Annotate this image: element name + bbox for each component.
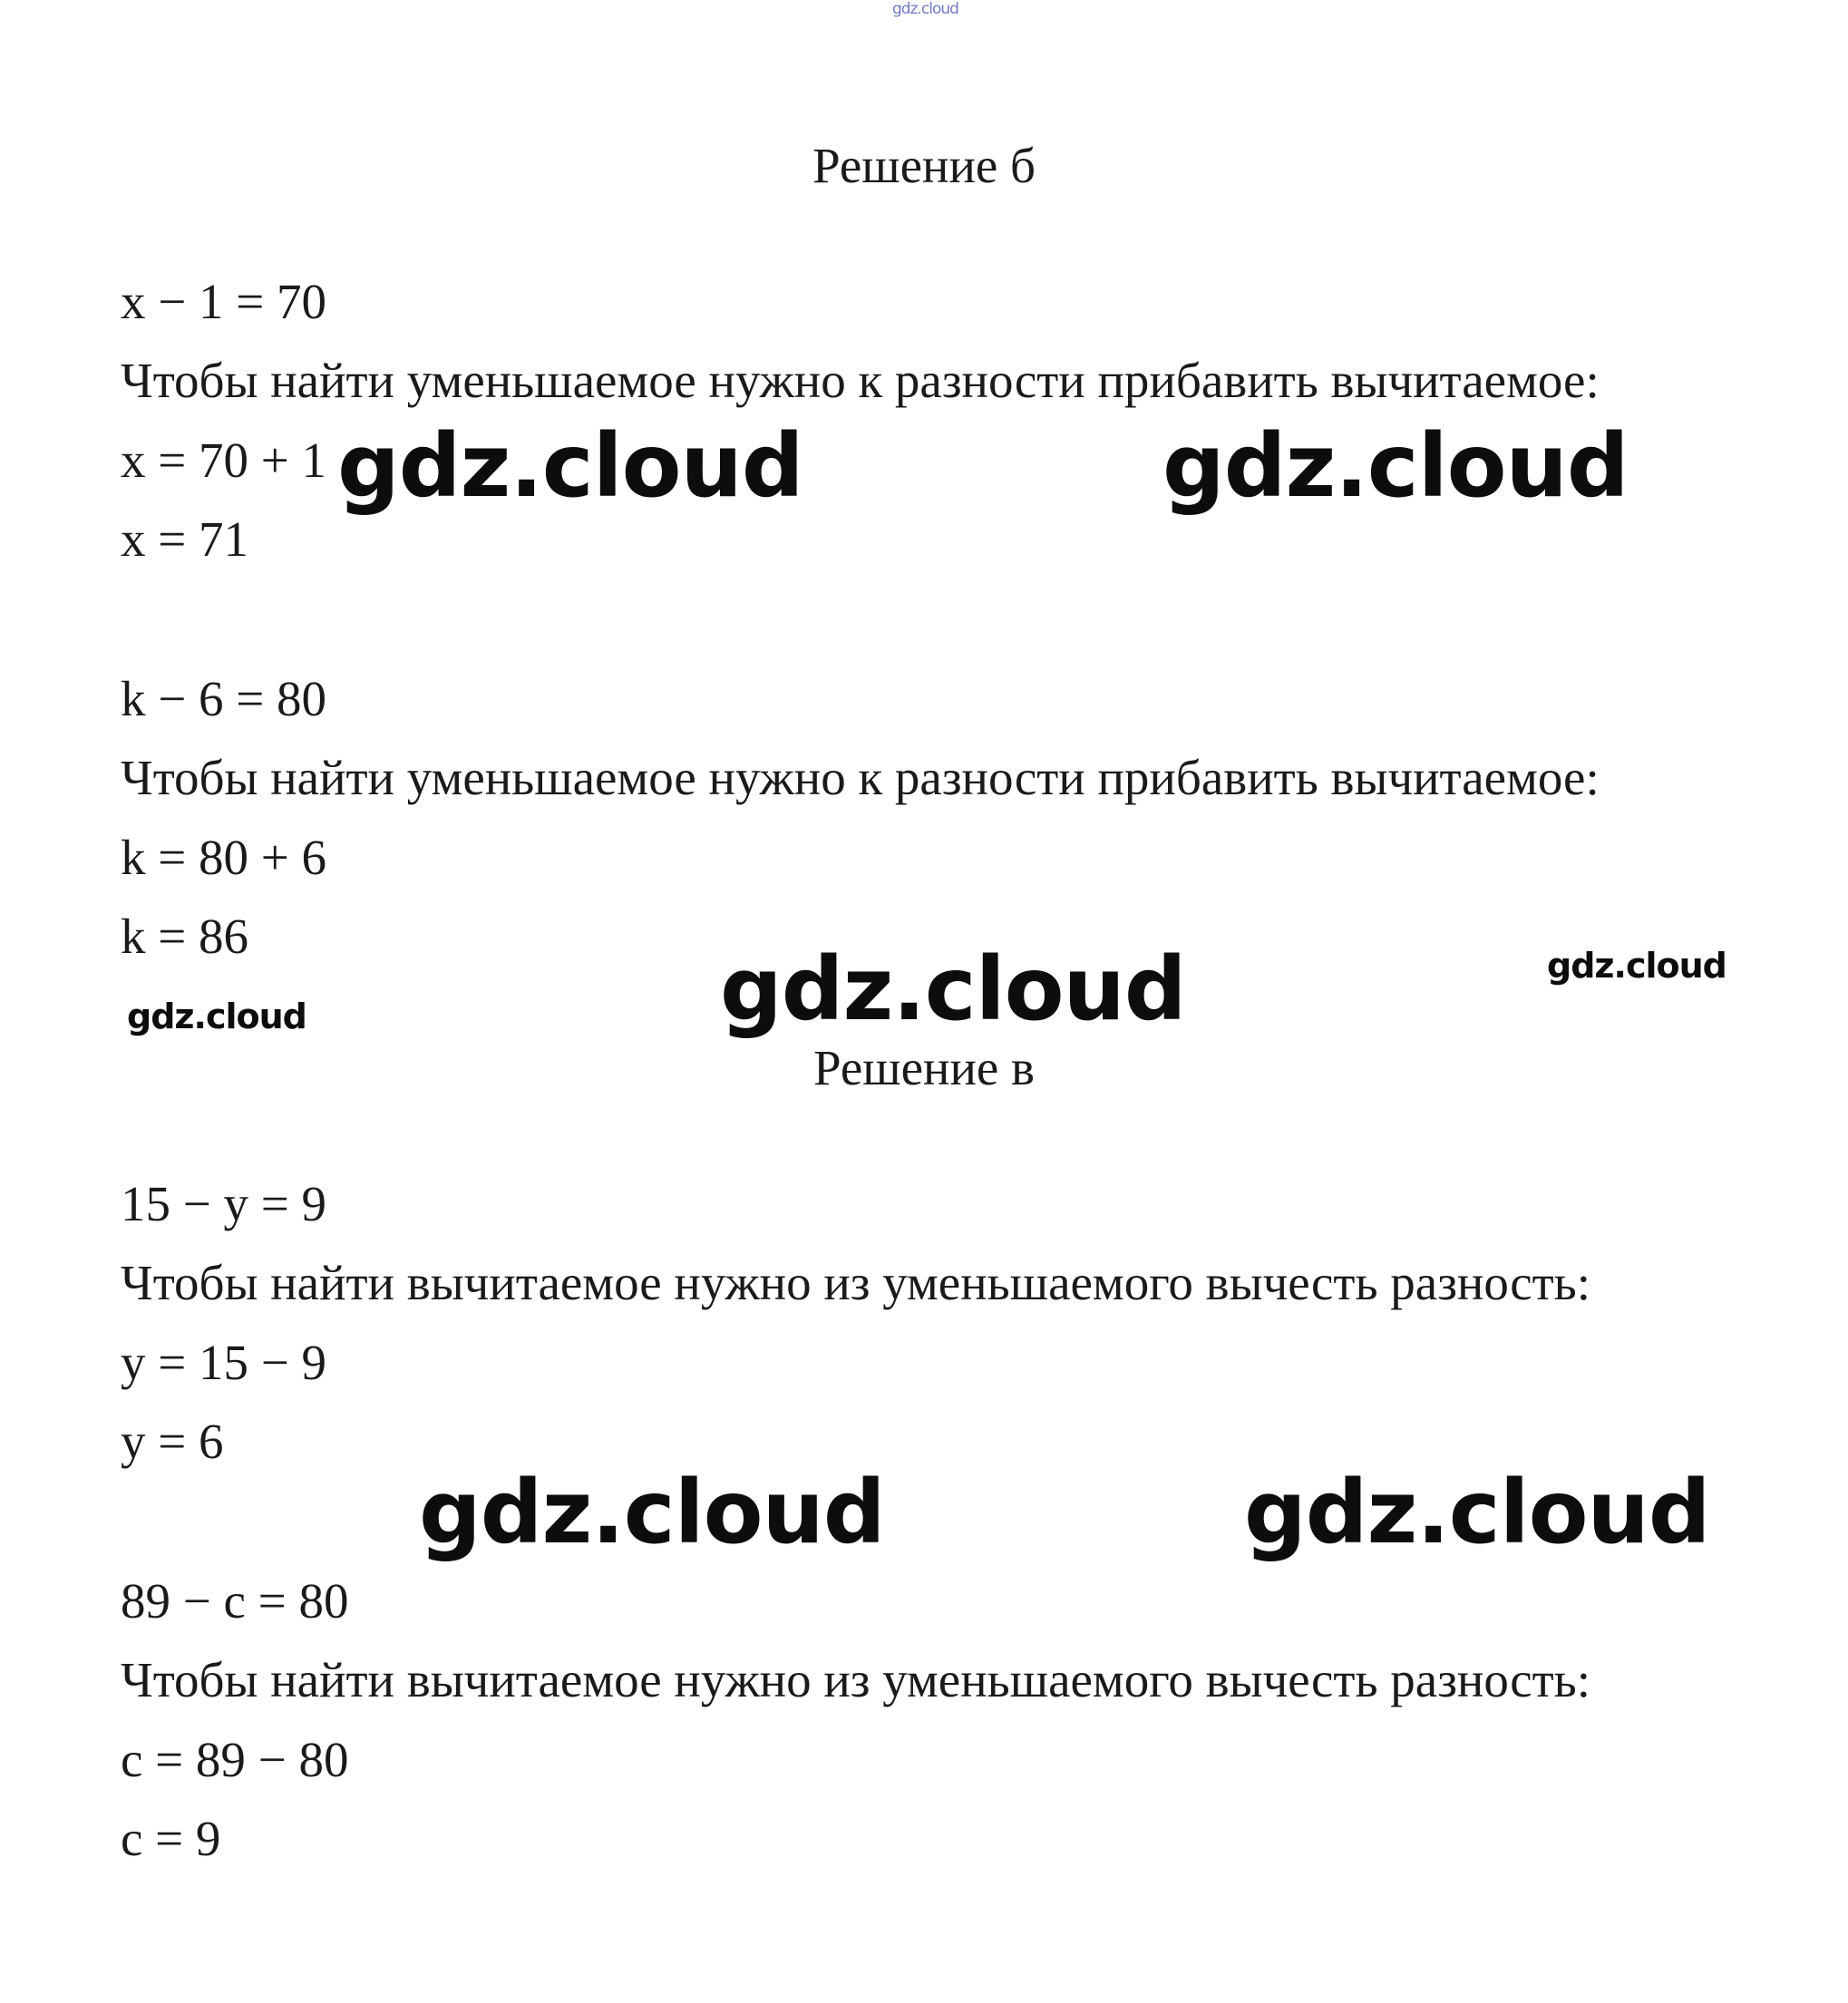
equation-answer: c = 9 [121, 1811, 221, 1866]
equation: c = 89 − 80 [121, 1732, 349, 1787]
watermark: gdz.cloud [1547, 946, 1726, 986]
section-title-b: Решение б [812, 138, 1036, 193]
rule-text: Чтобы найти вычитаемое нужно из уменьшаемого вычесть разность: [121, 1652, 1591, 1707]
watermark: gdz.cloud [1162, 415, 1629, 517]
equation: y = 15 − 9 [121, 1335, 327, 1390]
equation: 15 − y = 9 [121, 1176, 327, 1231]
equation-answer: y = 6 [121, 1414, 224, 1469]
section-title-v: Решение в [812, 1040, 1036, 1095]
equation-answer: x = 71 [121, 511, 249, 567]
equation: 89 − c = 80 [121, 1573, 349, 1629]
rule-text: Чтобы найти вычитаемое нужно из уменьшаемого вычесть разность: [121, 1255, 1591, 1310]
watermark: gdz.cloud [419, 1462, 885, 1563]
header-watermark: gdz.cloud [892, 0, 958, 18]
watermark: gdz.cloud [720, 938, 1186, 1040]
watermark: gdz.cloud [337, 415, 803, 517]
equation: k = 80 + 6 [121, 830, 327, 885]
equation: x = 70 + 1 [121, 433, 327, 488]
rule-text: Чтобы найти уменьшаемое нужно к разности прибавить вычитаемое: [121, 353, 1600, 408]
equation: x − 1 = 70 [121, 274, 327, 329]
watermark: gdz.cloud [127, 997, 306, 1036]
rule-text: Чтобы найти уменьшаемое нужно к разности прибавить вычитаемое: [121, 750, 1600, 805]
equation-answer: k = 86 [121, 909, 249, 964]
equation: k − 6 = 80 [121, 671, 327, 726]
watermark: gdz.cloud [1244, 1462, 1710, 1563]
